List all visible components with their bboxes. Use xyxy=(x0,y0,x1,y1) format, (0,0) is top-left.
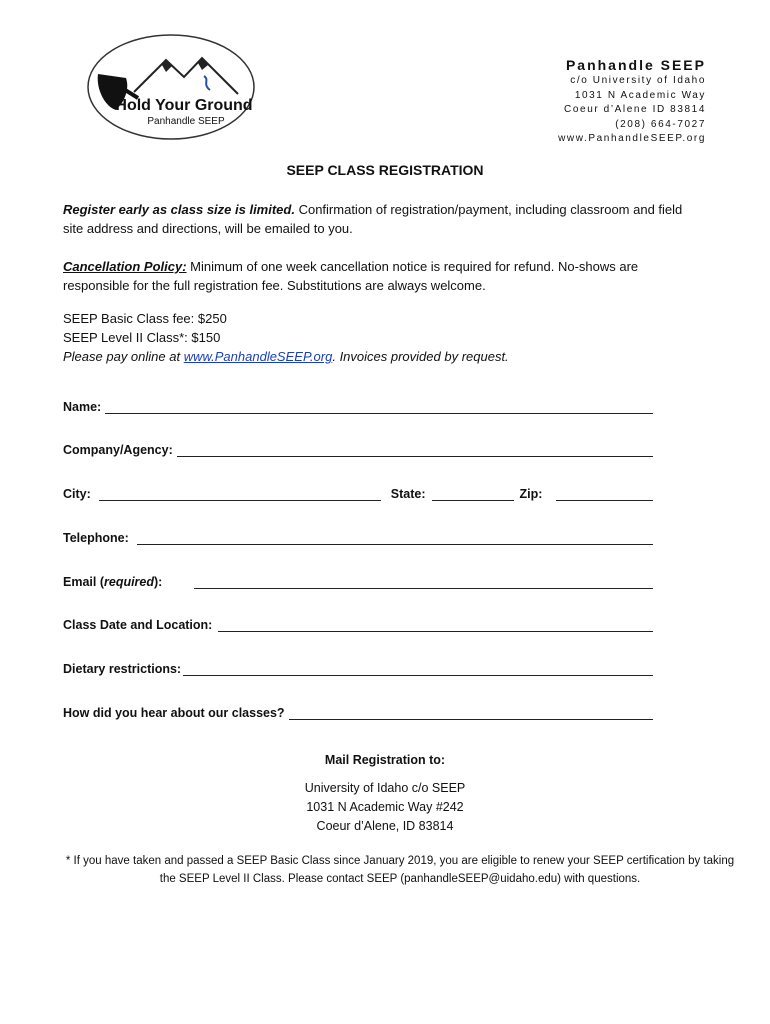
telephone-input-line[interactable] xyxy=(137,530,653,545)
dietary-input-line[interactable] xyxy=(183,661,653,676)
email-required-note: required xyxy=(104,575,155,589)
name-label: Name: xyxy=(63,400,102,414)
referral-field-row xyxy=(63,702,653,720)
basic-fee: SEEP Basic Class fee: $250 xyxy=(63,311,227,326)
org-name: Panhandle SEEP xyxy=(565,57,706,73)
mail-address-line: 1031 N Academic Way #242 xyxy=(306,800,464,814)
telephone-field-row xyxy=(63,527,653,545)
intro-text: Confirmation of registration/payment, including classroom and field site address and directions, will be emailed to you. xyxy=(63,202,683,236)
level2-fee: SEEP Level II Class*: $150 xyxy=(63,330,221,345)
svg-text:Panhandle SEEP: Panhandle SEEP xyxy=(147,116,225,127)
zip-input-line[interactable] xyxy=(556,486,653,501)
email-label xyxy=(63,575,194,589)
org-address-line: 1031 N Academic Way xyxy=(574,89,706,101)
email-label-suffix: ): xyxy=(154,575,163,589)
class-date-field-row xyxy=(63,614,653,632)
fees-block xyxy=(63,309,703,366)
address-field-row xyxy=(63,483,653,501)
class-date-input-line[interactable] xyxy=(218,617,653,632)
name-input-line[interactable] xyxy=(105,399,653,414)
state-label: State: xyxy=(390,487,426,501)
state-input-line[interactable] xyxy=(432,486,514,501)
referral-input-line[interactable] xyxy=(289,705,653,720)
org-address-line: Coeur d’Alene ID 83814 xyxy=(564,104,706,115)
referral-label: How did you hear about our classes? xyxy=(63,706,285,720)
payment-suffix: . Invoices provided by request. xyxy=(332,349,509,364)
cancellation-text: Minimum of one week cancellation notice is required for refund. No-shows are responsible for the full registration fee. Substitutions are always welcome. xyxy=(63,259,639,293)
shovel-mountain-logo-icon xyxy=(86,32,256,142)
cancellation-policy xyxy=(63,257,703,295)
email-label-prefix: Email ( xyxy=(63,575,104,589)
cancellation-label: Cancellation Policy: xyxy=(63,259,187,274)
website-link[interactable]: www.PanhandleSEEP.org xyxy=(183,349,333,364)
class-date-label: Class Date and Location: xyxy=(63,618,213,632)
name-field-row xyxy=(63,396,653,414)
organization-info xyxy=(558,56,706,147)
panhandle-seep-logo xyxy=(86,32,256,142)
mail-address xyxy=(0,779,770,836)
org-address-line: c/o University of Idaho xyxy=(570,75,706,86)
email-input-line[interactable] xyxy=(194,574,653,589)
company-label: Company/Agency: xyxy=(63,443,173,457)
payment-info xyxy=(63,347,703,366)
city-label: City: xyxy=(63,487,91,501)
mail-registration-heading: Mail Registration to: xyxy=(324,753,446,767)
payment-prefix: Please pay online at xyxy=(63,349,184,364)
telephone-label: Telephone: xyxy=(63,531,129,545)
mail-address-line: University of Idaho c/o SEEP xyxy=(304,781,466,795)
company-input-line[interactable] xyxy=(177,442,653,457)
company-field-row xyxy=(63,439,653,457)
org-phone: (208) 664-7027 xyxy=(615,118,706,130)
intro-paragraph xyxy=(63,200,703,238)
svg-text:Hold Your Ground: Hold Your Ground xyxy=(115,97,253,114)
city-input-line[interactable] xyxy=(99,486,381,501)
page-title: SEEP CLASS REGISTRATION xyxy=(286,162,484,178)
dietary-field-row xyxy=(63,658,653,676)
mail-address-line: Coeur d’Alene, ID 83814 xyxy=(316,819,454,833)
dietary-label: Dietary restrictions: xyxy=(63,662,182,676)
org-website: www.PanhandleSEEP.org xyxy=(558,133,706,144)
zip-label: Zip: xyxy=(519,487,543,501)
renewal-footnote: * If you have taken and passed a SEEP Basic Class since January 2019, you are eligible to renew your SEEP certification by taking the SEEP Level II Class. Please contact SEEP (panhandleSEEP@uidaho.edu) with questions. xyxy=(65,855,735,885)
intro-emphasis: Register early as class size is limited. xyxy=(63,202,295,217)
email-field-row xyxy=(63,571,653,589)
